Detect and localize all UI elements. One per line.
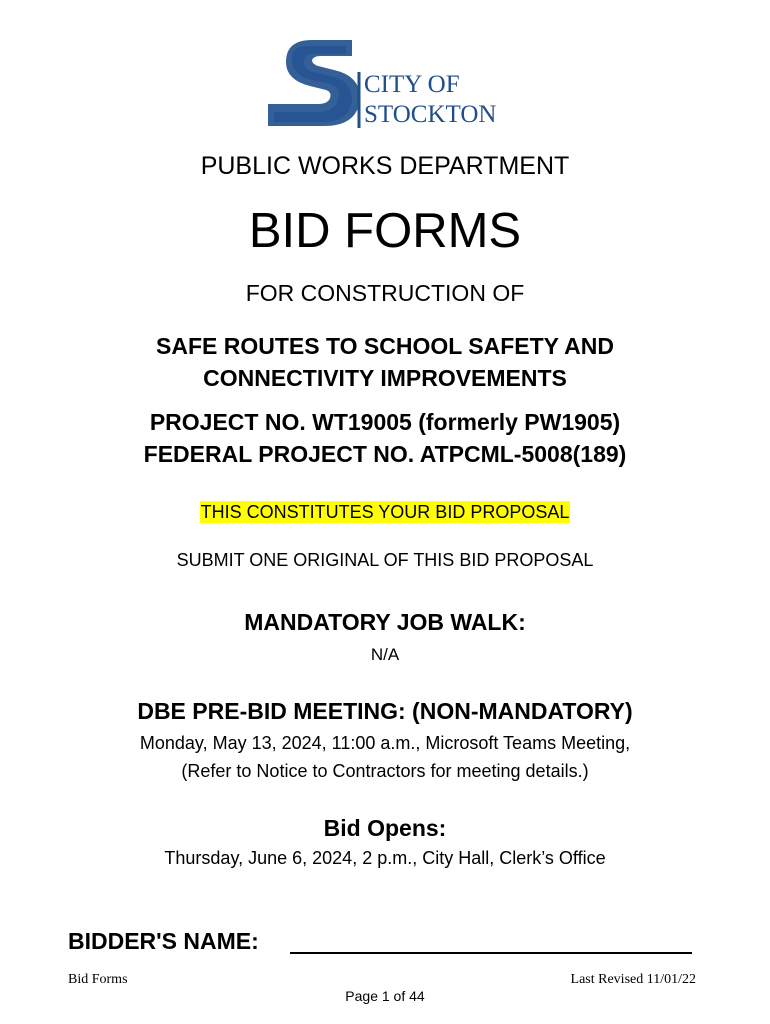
project-name-line2: CONNECTIVITY IMPROVEMENTS xyxy=(203,365,567,391)
logo-text-city-of: CITY OF xyxy=(364,71,460,98)
dbe-meeting-details: Monday, May 13, 2024, 11:00 a.m., Microsoft Teams Meeting, xyxy=(139,733,631,753)
job-walk-value: N/A xyxy=(370,645,400,664)
page-number: Page 1 of 44 xyxy=(345,988,425,1004)
document-title: BID FORMS xyxy=(248,204,522,258)
logo-text-stockton: STOCKTON xyxy=(364,101,497,128)
project-numbers xyxy=(0,406,770,470)
city-of-stockton-logo xyxy=(268,36,508,132)
footer-doc-name: Bid Forms xyxy=(68,972,128,987)
bidder-name-label: BIDDER'S NAME: xyxy=(68,928,259,954)
for-construction-label: FOR CONSTRUCTION OF xyxy=(245,280,525,306)
federal-project-number: FEDERAL PROJECT NO. ATPCML-5008(189) xyxy=(143,441,627,467)
project-name-line1: SAFE ROUTES TO SCHOOL SAFETY AND xyxy=(156,333,614,359)
department-name: PUBLIC WORKS DEPARTMENT xyxy=(200,152,570,180)
project-number: PROJECT NO. WT19005 (formerly PW1905) xyxy=(149,409,621,435)
dbe-meeting-note: (Refer to Notice to Contractors for meeting details.) xyxy=(181,761,589,781)
bid-opens-value: Thursday, June 6, 2024, 2 p.m., City Hall, Clerk’s Office xyxy=(164,848,606,868)
bid-proposal-highlight: THIS CONSTITUTES YOUR BID PROPOSAL xyxy=(200,502,570,522)
footer-revision-date: Last Revised 11/01/22 xyxy=(570,972,696,987)
dbe-meeting-heading: DBE PRE-BID MEETING: (NON-MANDATORY) xyxy=(137,698,633,724)
bid-opens-heading: Bid Opens: xyxy=(323,815,447,841)
project-name xyxy=(0,330,770,394)
bidder-name-field[interactable] xyxy=(290,952,692,954)
submit-instruction: SUBMIT ONE ORIGINAL OF THIS BID PROPOSAL xyxy=(176,550,594,570)
bid-proposal-notice xyxy=(0,502,770,523)
logo-s-dark-icon xyxy=(268,40,360,126)
job-walk-heading: MANDATORY JOB WALK: xyxy=(244,609,526,635)
